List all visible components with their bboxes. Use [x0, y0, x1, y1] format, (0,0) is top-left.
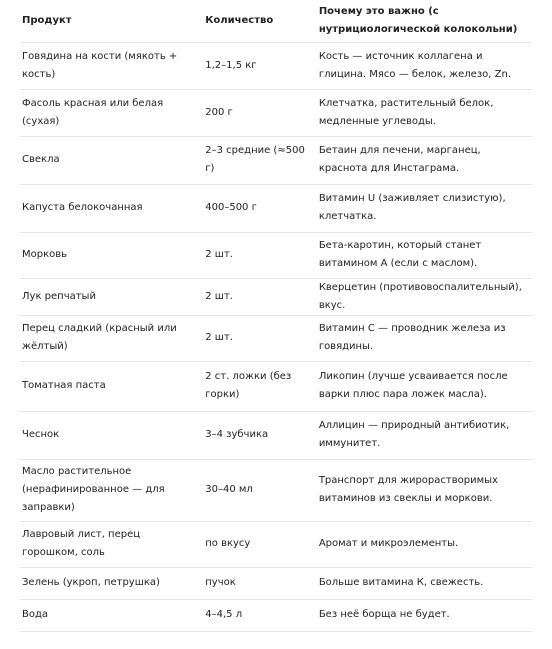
cell-product: Фасоль красная или белая (сухая): [22, 97, 164, 127]
header-product: Продукт: [20, 0, 205, 42]
cell-why: Витамин U (заживляет слизистую), клетчатка.: [318, 193, 506, 222]
cell-why: Бетаин для печени, марганец, краснота для Инстаграма.: [318, 145, 481, 174]
table-row: [20, 567, 532, 599]
cell-quantity: 2–3 средние (≈500 г): [205, 145, 305, 174]
cell-why: Ликопин (лучше усваивается после варки плюс пара ложек масла).: [318, 371, 508, 400]
cell-why: Больше витамина К, свежесть.: [318, 577, 484, 588]
cell-product: Говядина на кости (мякоть + кость): [22, 50, 178, 80]
cell-quantity: пучок: [205, 577, 236, 588]
table-row: [20, 361, 532, 411]
cell-why: Витамин C — проводник железа из говядины.: [318, 323, 506, 352]
cell-product: Перец сладкий (красный или жёлтый): [22, 323, 177, 352]
cell-product: Морковь: [22, 249, 68, 260]
cell-product: Чеснок: [22, 429, 60, 440]
cell-quantity: 3–4 зубчика: [205, 429, 269, 440]
table-row: [20, 232, 532, 278]
table-row: [20, 315, 532, 361]
cell-product: Свекла: [22, 154, 60, 165]
cell-quantity: 4–4,5 л: [205, 609, 243, 620]
cell-quantity: по вкусу: [205, 538, 251, 549]
table-row: [20, 459, 532, 521]
cell-product: Зелень (укроп, петрушка): [22, 577, 160, 588]
cell-why: Клетчатка, растительный белок, медленные углеводы.: [318, 97, 494, 127]
cell-why: Аллицин — природный антибиотик, иммунитет.: [318, 420, 510, 449]
cell-why: Без неё борща не будет.: [318, 609, 450, 620]
cell-quantity: 30–40 мл: [205, 484, 253, 495]
cell-quantity: 2 шт.: [205, 249, 233, 260]
cell-why: Кверцетин (противовоспалительный), вкус.: [318, 281, 522, 311]
header-why: Почему это важно (с нутрициологической колокольни): [319, 0, 532, 42]
cell-quantity: 2 ст. ложки (без горки): [205, 371, 292, 400]
cell-why: Бета-каротин, который станет витамином A (если с маслом).: [318, 240, 482, 269]
cell-why: Транспорт для жирорастворимых витаминов из свеклы и моркови.: [318, 475, 498, 504]
cell-product: Лавровый лист, перец горошком, соль: [22, 529, 141, 558]
table-row: [20, 521, 532, 567]
cell-quantity: 400–500 г: [205, 202, 257, 213]
table-header-row: [20, 0, 532, 42]
cell-quantity: 200 г: [205, 106, 233, 118]
cell-quantity: 2 шт.: [205, 290, 233, 302]
cell-product: Вода: [22, 609, 49, 620]
header-quantity: Количество: [205, 0, 319, 42]
table-row: [20, 599, 532, 631]
cell-why: Аромат и микроэлементы.: [318, 538, 459, 549]
table-row: [20, 42, 532, 89]
table-row: [20, 89, 532, 136]
cell-product: Томатная паста: [22, 380, 106, 391]
table-row: [20, 411, 532, 459]
cell-product: Лук репчатый: [22, 290, 96, 302]
cell-why: Кость — источник коллагена и глицина. Мясо — белок, железо, Zn.: [318, 50, 511, 80]
cell-quantity: 2 шт.: [205, 332, 233, 343]
table-row: [20, 278, 532, 315]
ingredients-table: [20, 0, 532, 632]
cell-product: Масло растительное (нерафинированное — для заправки): [22, 466, 165, 513]
cell-quantity: 1,2–1,5 кг: [205, 59, 257, 71]
cell-product: Капуста белокочанная: [22, 202, 143, 213]
table-row: [20, 136, 532, 184]
table-row: [20, 184, 532, 232]
